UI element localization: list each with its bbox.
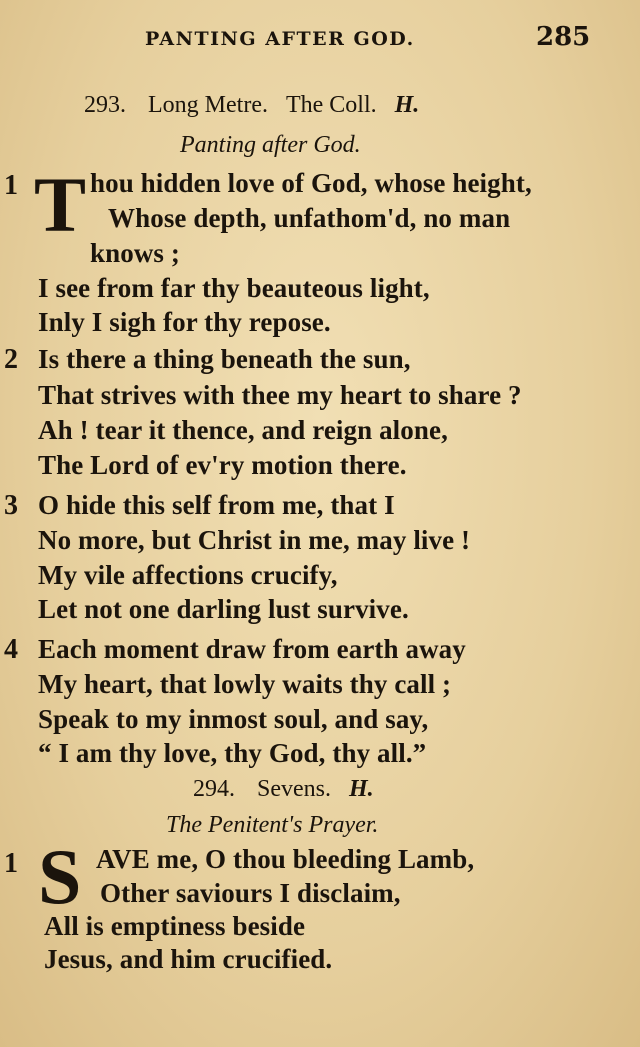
- verse-line: Other saviours I disclaim,: [100, 878, 401, 908]
- hymn-294-heading: [193, 776, 374, 803]
- hymn-author: H.: [394, 92, 420, 118]
- verse-line: Is there a thing beneath the sun,: [38, 344, 411, 374]
- hymn-293-title: Panting after God.: [180, 132, 361, 158]
- hymn-tune: The Coll.: [285, 92, 377, 118]
- verse-line: That strives with thee my heart to share ?: [38, 380, 522, 410]
- verse-line: knows ;: [90, 238, 180, 268]
- hymn-number: 294.: [193, 776, 235, 802]
- verse-line: The Lord of ev'ry motion there.: [38, 450, 407, 480]
- verse-line: Each moment draw from earth away: [38, 634, 466, 664]
- verse-line: Let not one darling lust survive.: [38, 594, 409, 624]
- hymn-number: 293.: [84, 92, 126, 118]
- running-title: PANTING AFTER GOD.: [145, 28, 415, 50]
- hymn-meter: Long Metre.: [148, 92, 268, 118]
- verse-line: My heart, that lowly waits thy call ;: [38, 669, 452, 699]
- page-number: 285: [536, 22, 591, 52]
- verse-number: 2: [4, 344, 18, 375]
- verse-line: hou hidden love of God, whose height,: [90, 168, 532, 198]
- hymn-meter: Sevens.: [257, 776, 331, 802]
- verse-number: 4: [4, 634, 18, 665]
- verse-line: All is emptiness beside: [44, 911, 306, 941]
- verse-line: Speak to my inmost soul, and say,: [38, 704, 429, 734]
- verse-line: Whose depth, unfathom'd, no man: [108, 203, 511, 233]
- verse-number: 1: [4, 170, 18, 201]
- verse-line: “ I am thy love, thy God, thy all.”: [38, 738, 427, 768]
- drop-cap: S: [38, 833, 82, 920]
- verse-line-rest: me, O thou bleeding Lamb,: [149, 844, 475, 874]
- verse-line: Inly I sigh for thy repose.: [38, 307, 331, 337]
- verse-number: 1: [4, 848, 18, 879]
- hymn-293-heading: [84, 92, 419, 119]
- first-word-caps: AVE: [96, 844, 150, 874]
- verse-line: My vile affections crucify,: [38, 560, 338, 590]
- verse-number: 3: [4, 490, 18, 521]
- verse-line: No more, but Christ in me, may live !: [38, 525, 471, 555]
- hymn-294-title: The Penitent's Prayer.: [166, 812, 379, 838]
- verse-line: I see from far thy beauteous light,: [38, 273, 430, 303]
- verse-line: Ah ! tear it thence, and reign alone,: [38, 415, 448, 445]
- verse-line: Jesus, and him crucified.: [44, 944, 333, 974]
- verse-line: O hide this self from me, that I: [38, 490, 395, 520]
- drop-cap: T: [34, 161, 87, 248]
- hymn-author: H.: [349, 776, 374, 802]
- verse-line-first: [96, 844, 474, 875]
